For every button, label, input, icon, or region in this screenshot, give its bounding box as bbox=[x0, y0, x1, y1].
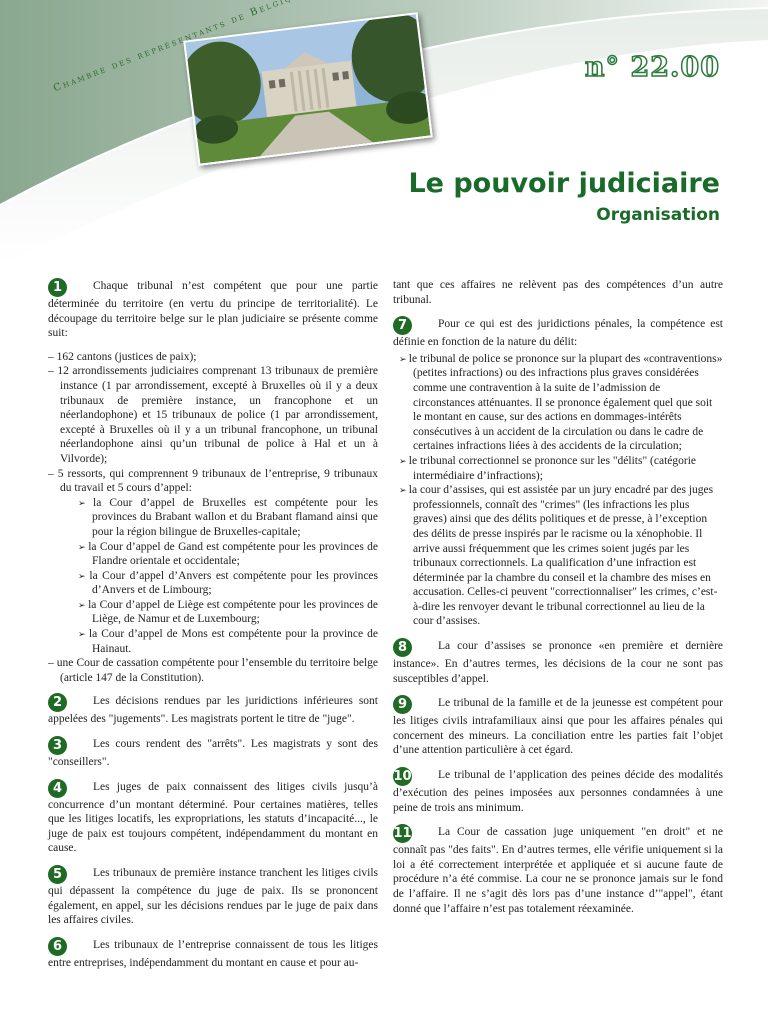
issue-number: n° 22.00 bbox=[584, 52, 720, 83]
section-text: Les tribunaux de l’entreprise connaissent de tous les litiges entre entreprises, indépendamment du montant en cause et pour au- bbox=[48, 938, 378, 969]
section-10 bbox=[393, 767, 723, 815]
list-item: ➢ la cour d’assises, qui est assistée par un jury encadré par des juges professionnels, connaît des "crimes" (les infractions les plus graves) ainsi que des délits politiques et de presse, à l’exception des délits de presse inspirés par le racisme ou la xénophobie. Il arrive aussi fréquemment que les crimes soient jugés par les tribunaux correctionnels. La qualification d’une infraction est déterminée par la chambre du conseil et la chambre des mises en accusation. Celles-ci peuvent "correctionnaliser" les crimes, c’est-à-dire les renvoyer devant le tribunal correctionnel au lieu de la cour d’assises. bbox=[399, 483, 723, 629]
list-item: – une Cour de cassation compétente pour l’ensemble du territoire belge (article 147 de la Constitution). bbox=[48, 656, 378, 685]
section-1-list bbox=[48, 350, 378, 686]
section-number-badge: 7 bbox=[393, 316, 412, 335]
page-title: Le pouvoir judiciaire bbox=[408, 168, 720, 199]
left-column bbox=[48, 278, 378, 979]
section-text: Chaque tribunal n’est compétent que pour une partie déterminée du territoire (en vertu du principe de territorialité). Le découpage du territoire belge sur le plan judiciaire se présente comme suit: bbox=[48, 280, 378, 340]
section-text: Le tribunal de l’application des peines décide des modalités d’exécution des peines imposées aux personnes condamnées à une peine de trois ans minimum. bbox=[393, 769, 723, 814]
section-text: Les juges de paix connaissent des litiges civils jusqu’à concurrence d’un montant déterminé. Pour certaines matières, telles que les litiges locatifs, les expropriations, les statuts d’incapacité..., le juge de paix est toujours compétent, indépendamment du montant en cause. bbox=[48, 780, 378, 855]
list-item bbox=[48, 467, 378, 657]
list-item: – 162 cantons (justices de paix); bbox=[48, 350, 378, 365]
section-1-intro bbox=[48, 278, 378, 341]
section-number-badge: 2 bbox=[48, 693, 67, 712]
section-text: Le tribunal de la famille et de la jeunesse est compétent pour les litiges civils intrafamiliaux ainsi que pour les affaires pénales qui concernent des mineurs. La conciliation entre les parties fait l’objet d’une attention particulière à cet égard. bbox=[393, 697, 723, 757]
section-number-badge: 9 bbox=[393, 695, 412, 714]
section-7-list bbox=[393, 352, 723, 629]
section-text: La Cour de cassation juge uniquement "en droit" et ne connaît pas "des faits". En d’autres termes, elle vérifie uniquement si la loi a été correctement interprétée et appliquée et si aucune faute de procédure n’a été commise. La cour ne se prononce jamais sur le fond de l’affaire. Il ne s’agit dès lors pas d’une instance d’"appel", étant donné que l’affaire n’est pas totalement réexaminée. bbox=[393, 826, 723, 915]
court-of-appeal-list bbox=[60, 496, 378, 657]
parliament-building-image bbox=[185, 14, 430, 163]
sub-list-item: ➢ la Cour d’appel de Gand est compétente pour les provinces de Flandre orientale et occidentale; bbox=[78, 540, 378, 569]
section-text: Pour ce qui est des juridictions pénales, la compétence est définie en fonction de la nature du délit: bbox=[393, 318, 723, 349]
section-number-badge: 10 bbox=[393, 769, 412, 785]
list-item: ➢ le tribunal de police se prononce sur la plupart des «contraventions» (petites infractions) ou des infractions plus graves considérées comme une contravention à la suite de l’admission de circonstances atténuantes. Il se prononce également quel que soit le montant en cause, sur des actions en dommages-intérêts consécutives à un accident de la circulation ou dans le cadre de certaines infractions liées à des accidents de la circulation; bbox=[399, 352, 723, 454]
list-item-text: 5 ressorts, qui comprennent 9 tribunaux de l’entreprise, 9 tribunaux du travail et 5 cours d’appel: bbox=[57, 467, 379, 495]
section-text: Les tribunaux de première instance tranchent les litiges civils qui dépassent la compétence du juge de paix. Ils se prononcent également, en appel, sur les décisions rendues par le juge de paix dans les affaires civiles. bbox=[48, 867, 378, 927]
section-6-continuation: tant que ces affaires ne relèvent pas des compétences d’un autre tribunal. bbox=[393, 279, 723, 306]
section-number-badge: 8 bbox=[393, 638, 412, 657]
right-column bbox=[393, 278, 723, 925]
list-item: – 12 arrondissements judiciaires comprenant 13 tribunaux de première instance (1 par arrondissement, excepté à Bruxelles où il y a deux tribunaux de première instance, un francophone et un néerlandophone) et 15 tribunaux de police (1 par arrondissement, excepté à Bruxelles où il y a un tribunal francophone, un tribunal néerlandophone ainsi qu’un tribunal de police à Hal et un à Vilvorde); bbox=[48, 364, 378, 466]
section-9 bbox=[393, 695, 723, 758]
sub-list-item: ➢ la Cour d’appel de Bruxelles est compétente pour les provinces du Brabant wallon et du Brabant flamand ainsi que pour la région bilingue de Bruxelles-capitale; bbox=[78, 496, 378, 540]
list-item: ➢ le tribunal correctionnel se prononce sur les "délits" (catégorie intermédiaire d’infractions); bbox=[399, 454, 723, 483]
section-text: La cour d’assises se prononce «en première et dernière instance». En d’autres termes, les décisions de la cour ne sont pas susceptibles d’appel. bbox=[393, 640, 723, 685]
page-header bbox=[0, 0, 768, 290]
sub-list-item: ➢ la Cour d’appel d’Anvers est compétente pour les provinces d’Anvers et de Limbourg; bbox=[78, 569, 378, 598]
section-3 bbox=[48, 736, 378, 770]
section-8 bbox=[393, 638, 723, 686]
section-number-badge: 4 bbox=[48, 779, 67, 798]
page-subtitle: Organisation bbox=[596, 205, 720, 225]
section-4 bbox=[48, 779, 378, 856]
section-7-intro bbox=[393, 316, 723, 350]
section-text: Les cours rendent des "arrêts". Les magistrats y sont des "conseillers". bbox=[48, 738, 378, 769]
section-number-badge: 11 bbox=[393, 826, 412, 842]
section-number-badge: 5 bbox=[48, 865, 67, 884]
section-number-badge: 1 bbox=[48, 278, 67, 297]
section-number-badge: 6 bbox=[48, 937, 67, 956]
section-text: Les décisions rendues par les juridictions inférieures sont appelées des "jugements". Les magistrats portent le titre de "juge". bbox=[48, 695, 378, 726]
sub-list-item: ➢ la Cour d’appel de Liège est compétente pour les provinces de Liège, de Namur et de Luxembourg; bbox=[78, 598, 378, 627]
section-number-badge: 3 bbox=[48, 736, 67, 755]
sub-list-item: ➢ la Cour d’appel de Mons est compétente pour la province de Hainaut. bbox=[78, 627, 378, 656]
section-2 bbox=[48, 693, 378, 727]
section-6 bbox=[48, 937, 378, 971]
section-5 bbox=[48, 865, 378, 928]
section-11 bbox=[393, 824, 723, 916]
